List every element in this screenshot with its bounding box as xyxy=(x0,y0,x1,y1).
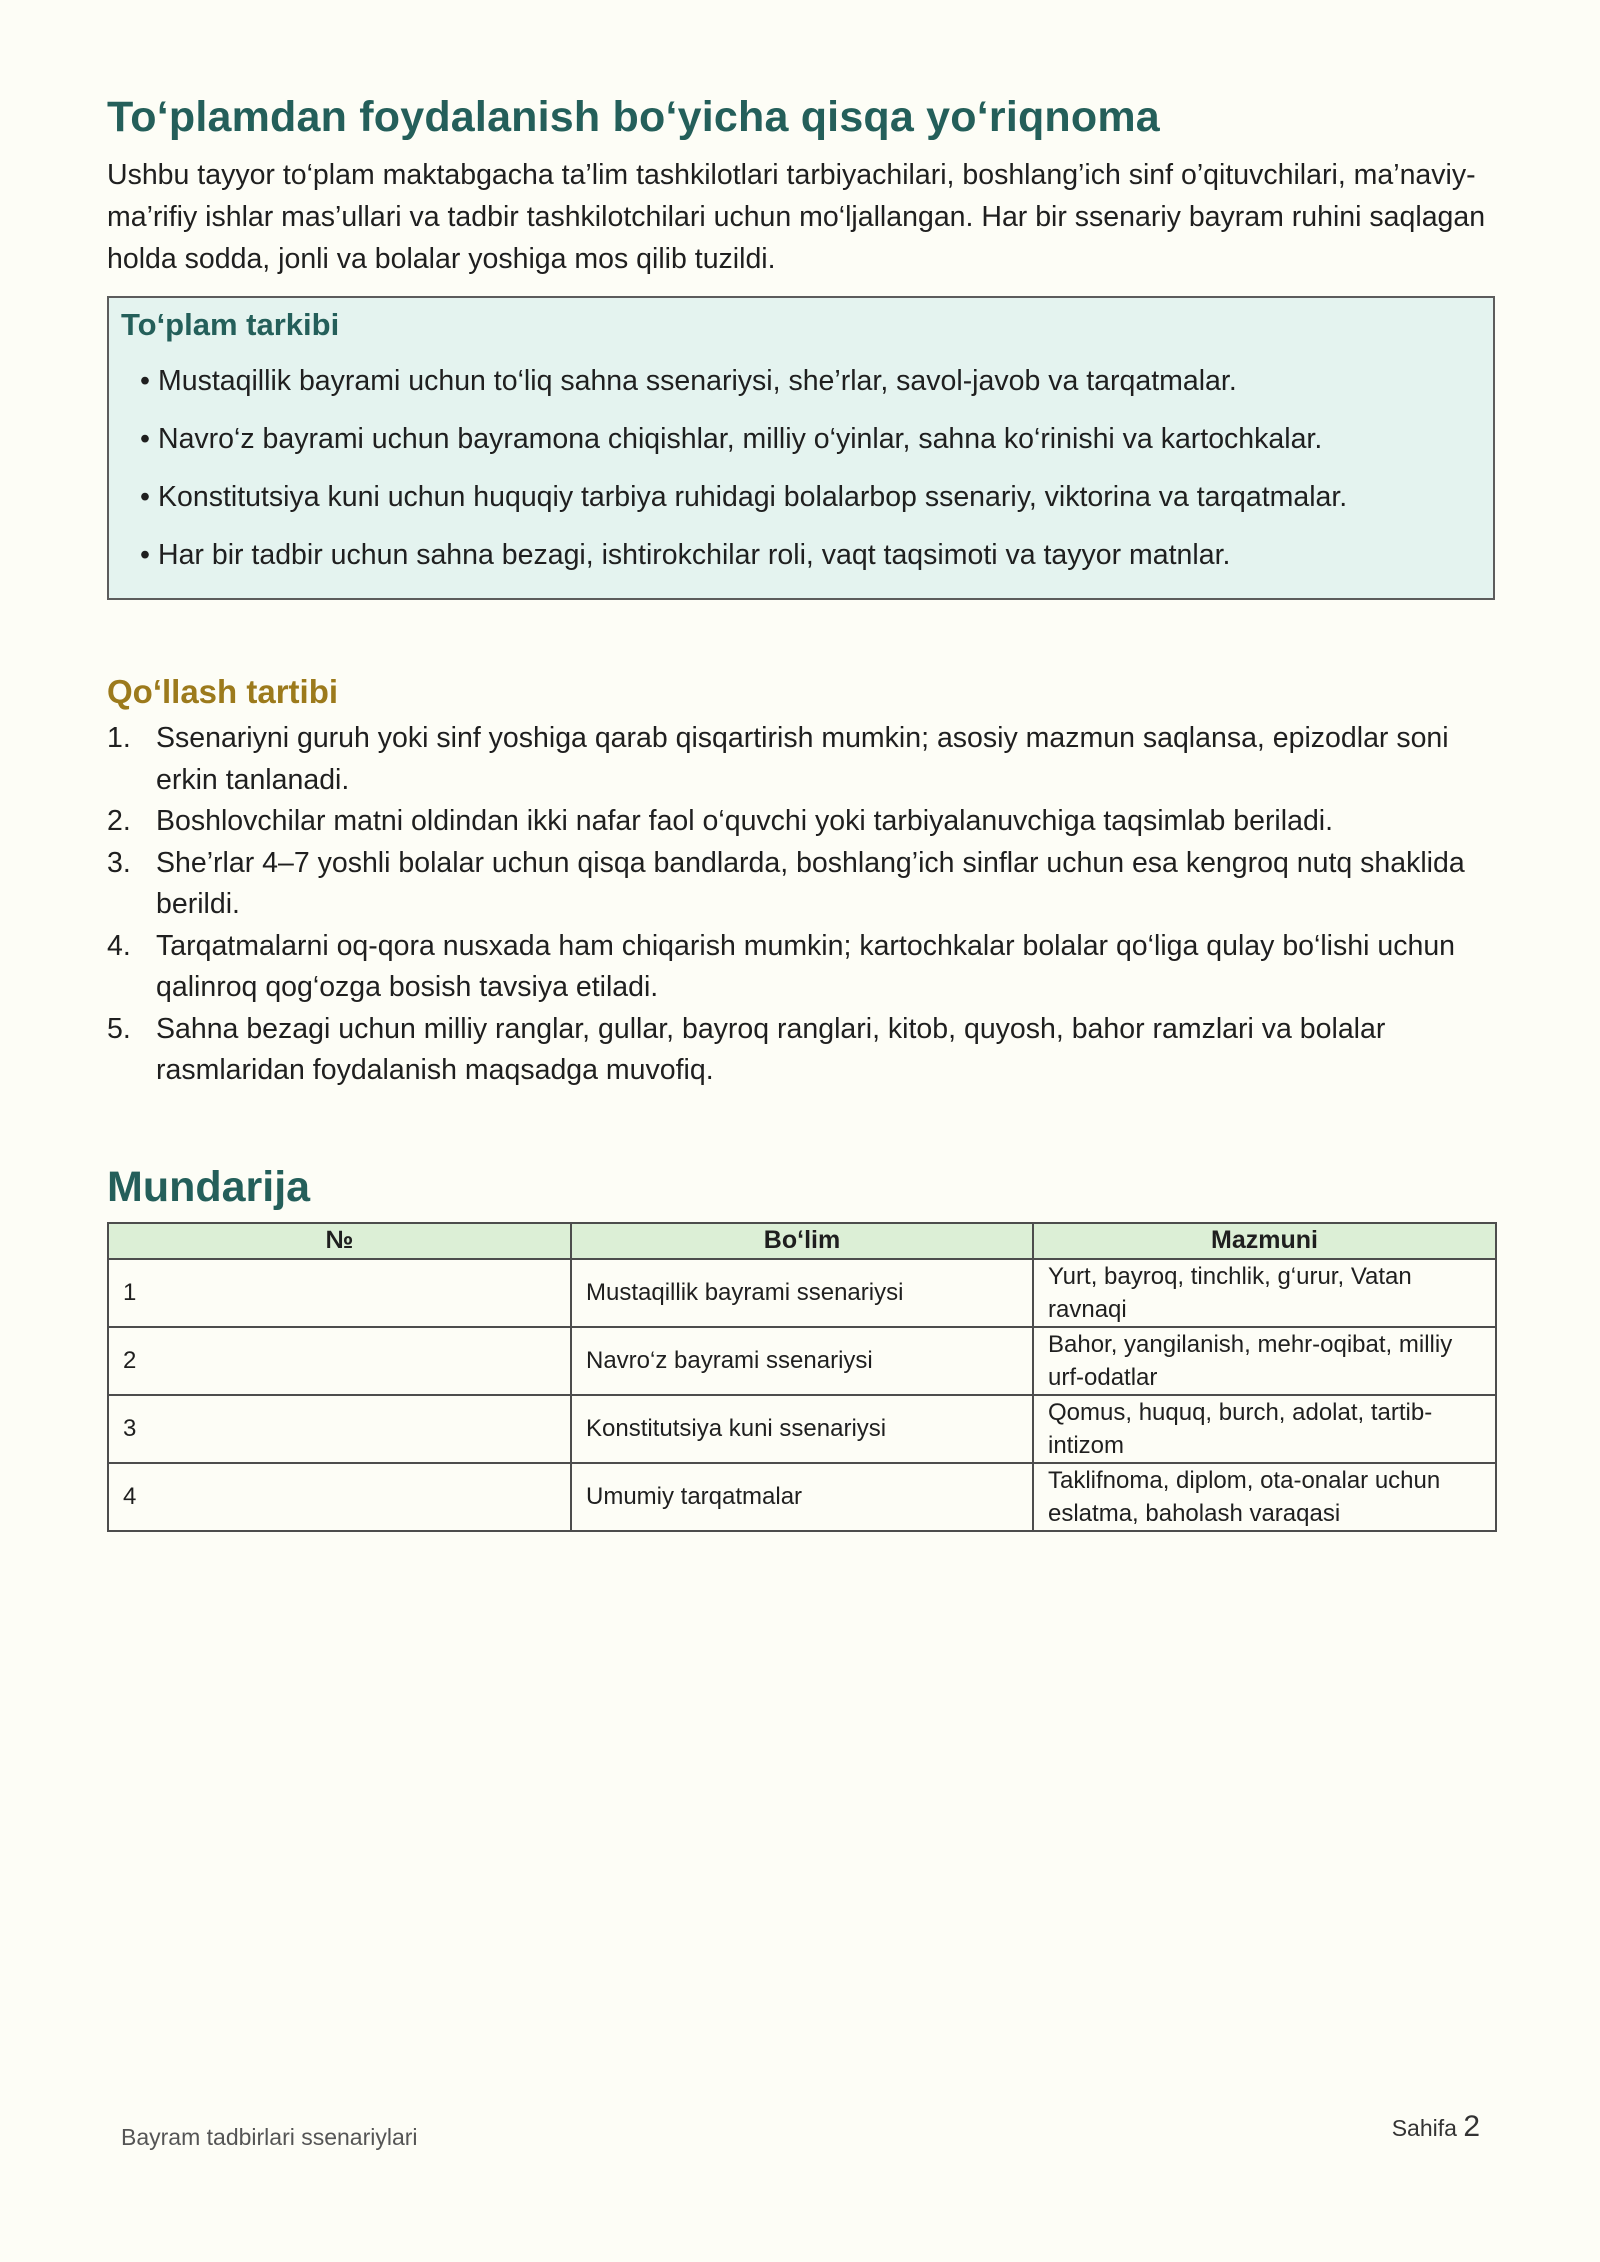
list-item xyxy=(121,352,1481,410)
list-item xyxy=(107,1009,1495,1092)
cell-content: Yurt, bayroq, tinchlik, g‘urur, Vatan ravnaqi xyxy=(1033,1259,1496,1327)
table-row xyxy=(108,1395,1496,1463)
list-item xyxy=(107,801,1495,843)
page-title: To‘plamdan foydalanish bo‘yicha qisqa yo‘riqnoma xyxy=(107,93,1160,141)
table-row xyxy=(108,1327,1496,1395)
cell-number: 3 xyxy=(108,1395,571,1463)
step-text: She’rlar 4–7 yoshli bolalar uchun qisqa bandlarda, boshlang’ich sinflar uchun esa kengroq nutq shaklida berildi. xyxy=(156,846,1465,920)
toc-heading: Mundarija xyxy=(107,1162,311,1211)
step-number: 1. xyxy=(107,722,131,754)
cell-content: Bahor, yangilanish, mehr-oqibat, milliy urf-odatlar xyxy=(1033,1327,1496,1395)
usage-steps-list xyxy=(107,718,1495,1092)
list-item xyxy=(107,718,1495,801)
list-item-text: Navro‘z bayrami uchun bayramona chiqishlar, milliy o‘yinlar, sahna ko‘rinishi va kartochkalar. xyxy=(158,423,1323,455)
list-item xyxy=(121,526,1481,584)
column-header-section: Bo‘lim xyxy=(571,1223,1033,1259)
bullet-marker: • xyxy=(140,481,150,513)
page-number: 2 xyxy=(1463,2110,1480,2143)
step-number: 5. xyxy=(107,1012,131,1045)
table-row xyxy=(108,1463,1496,1531)
table-header-row xyxy=(108,1223,1496,1259)
list-item xyxy=(107,843,1495,926)
step-text: Ssenariyni guruh yoki sinf yoshiga qarab qisqartirish mumkin; asosiy mazmun saqlansa, epizodlar soni erkin tanlanadi. xyxy=(156,722,1449,796)
list-item xyxy=(107,926,1495,1009)
cell-number: 1 xyxy=(108,1259,571,1327)
footer-page-indicator xyxy=(1392,2110,1480,2144)
table-row xyxy=(108,1259,1496,1327)
bullet-marker: • xyxy=(140,539,150,571)
cell-number: 2 xyxy=(108,1327,571,1395)
list-item-text: Mustaqillik bayrami uchun to‘liq sahna ssenariysi, she’rlar, savol-javob va tarqatmalar. xyxy=(158,365,1237,397)
column-header-content: Mazmuni xyxy=(1033,1223,1496,1259)
page-content xyxy=(107,88,1495,1532)
step-number: 2. xyxy=(107,805,131,837)
footer-document-title: Bayram tadbirlari ssenariylari xyxy=(121,2124,418,2150)
cell-section: Mustaqillik bayrami ssenariysi xyxy=(571,1259,1033,1327)
bullet-marker: • xyxy=(140,423,150,455)
bullet-marker: • xyxy=(140,365,150,397)
list-item-text: Har bir tadbir uchun sahna bezagi, ishtirokchilar roli, vaqt taqsimoti va tayyor matnlar. xyxy=(158,539,1231,571)
list-item xyxy=(121,468,1481,526)
cell-section: Konstitutsiya kuni ssenariysi xyxy=(571,1395,1033,1463)
step-text: Sahna bezagi uchun milliy ranglar, gullar, bayroq ranglari, kitob, quyosh, bahor ramzlari va bolalar rasmlaridan foydalanish maqsadga muvofiq. xyxy=(156,1012,1386,1086)
column-header-number: № xyxy=(108,1223,571,1259)
cell-number: 4 xyxy=(108,1463,571,1531)
cell-section: Navro‘z bayrami ssenariysi xyxy=(571,1327,1033,1395)
page-label: Sahifa xyxy=(1391,2115,1457,2141)
list-item-text: Konstitutsiya kuni uchun huquqiy tarbiya ruhidagi bolalarbop ssenariy, viktorina va tarqatmalar. xyxy=(158,481,1348,513)
step-number: 4. xyxy=(107,929,131,962)
list-item xyxy=(121,410,1481,468)
step-text: Boshlovchilar matni oldindan ikki nafar faol o‘quvchi yoki tarbiyalanuvchiga taqsimlab beriladi. xyxy=(156,805,1334,837)
usage-heading: Qo‘llash tartibi xyxy=(107,673,339,710)
contents-box-title: To‘plam tarkibi xyxy=(121,307,340,342)
cell-content: Taklifnoma, diplom, ota-onalar uchun eslatma, baholash varaqasi xyxy=(1033,1463,1496,1531)
step-number: 3. xyxy=(107,846,131,879)
contents-list xyxy=(121,352,1481,584)
step-text: Tarqatmalarni oq-qora nusxada ham chiqarish mumkin; kartochkalar bolalar qo‘liga qulay bo‘lishi uchun qalinroq qog‘ozga bosish tavsiya etiladi. xyxy=(156,929,1456,1003)
toc-table xyxy=(107,1222,1497,1532)
cell-section: Umumiy tarqatmalar xyxy=(571,1463,1033,1531)
intro-paragraph: Ushbu tayyor to‘plam maktabgacha ta’lim tashkilotlari tarbiyachilari, boshlang’ich sinf o’qituvchilari, ma’naviy-ma’rifiy ishlar mas’ullari va tadbir tashkilotchilari uchun mo‘ljallangan. Har bir ssenariy bayram ruhini saqlagan holda sodda, jonli va bolalar yoshiga mos qilib tuzildi. xyxy=(107,159,1486,275)
cell-content: Qomus, huquq, burch, adolat, tartib-intizom xyxy=(1033,1395,1496,1463)
contents-box xyxy=(107,296,1495,600)
